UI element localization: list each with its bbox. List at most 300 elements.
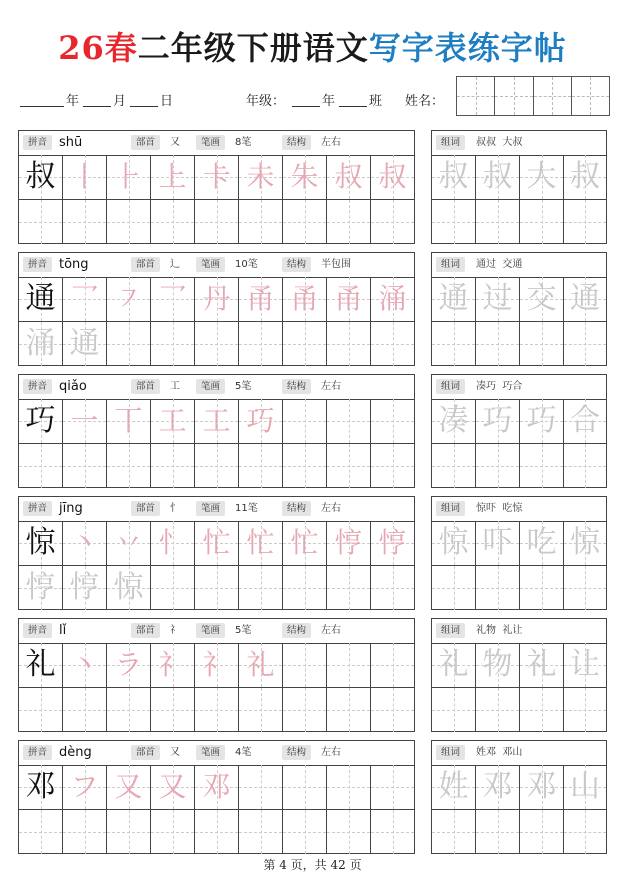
model-character: 礼 (25, 647, 56, 682)
word-cell[interactable] (564, 765, 606, 809)
writing-cell[interactable] (63, 521, 107, 565)
words-tag: 组词 (436, 501, 465, 516)
stroke-step: 乛 (70, 282, 99, 315)
char-block-header (19, 497, 414, 522)
writing-cell[interactable] (371, 643, 414, 687)
writing-cell[interactable] (19, 810, 63, 854)
writing-cell[interactable] (239, 688, 283, 732)
word-trace-character: 凑 (438, 403, 469, 438)
writing-cell[interactable] (327, 765, 371, 809)
year-blank[interactable] (20, 106, 64, 107)
word-cell[interactable] (476, 277, 520, 321)
writing-cell[interactable] (151, 155, 195, 199)
writing-cell[interactable] (107, 765, 151, 809)
writing-cell[interactable] (283, 399, 327, 443)
radical-tag: 部首 (131, 257, 160, 272)
word-block-header (432, 131, 606, 156)
writing-cell[interactable] (195, 444, 239, 488)
writing-cell[interactable] (63, 765, 107, 809)
word-cell[interactable] (520, 200, 564, 244)
word-cell[interactable] (476, 566, 520, 610)
strokes-tag: 笔画 (196, 623, 225, 638)
pinyin-tag: 拼音 (23, 379, 52, 394)
title-part-2: 二年级下册语文 (137, 29, 369, 67)
stroke-step: 叔 (378, 160, 407, 193)
word-cell[interactable] (564, 521, 606, 565)
word-cell[interactable] (564, 155, 606, 199)
char-block (18, 496, 415, 610)
words-tag: 组词 (436, 257, 465, 272)
writing-grid (19, 765, 414, 853)
stroke-step: 甬 (334, 282, 363, 315)
model-character: 巧 (25, 403, 56, 438)
writing-cell[interactable] (19, 322, 63, 366)
grid-row (432, 277, 606, 321)
writing-cell[interactable] (151, 322, 195, 366)
day-label: 日 (160, 94, 174, 109)
radical-tag: 部首 (131, 745, 160, 760)
writing-cell[interactable] (19, 277, 63, 321)
model-character: 惊 (25, 525, 56, 560)
word-cell[interactable] (520, 643, 564, 687)
stroke-step: ㇇ (114, 282, 143, 315)
word-cell[interactable] (564, 566, 606, 610)
word-cell[interactable] (564, 200, 606, 244)
writing-cell[interactable] (239, 399, 283, 443)
grid-row (19, 199, 414, 244)
word-trace-character: 礼 (438, 647, 469, 682)
writing-cell[interactable] (239, 155, 283, 199)
writing-cell[interactable] (151, 444, 195, 488)
char-block (18, 374, 415, 488)
stroke-step: 一 (70, 404, 99, 437)
writing-cell[interactable] (107, 688, 151, 732)
stroke-step: ⺊ (114, 160, 143, 193)
word-cell[interactable] (564, 810, 606, 854)
writing-cell[interactable] (195, 643, 239, 687)
writing-cell[interactable] (63, 444, 107, 488)
word-block (431, 374, 607, 488)
writing-cell[interactable] (63, 277, 107, 321)
writing-cell[interactable] (151, 399, 195, 443)
writing-cell[interactable] (63, 155, 107, 199)
radical-value: 辶 (170, 259, 180, 270)
writing-cell[interactable] (195, 521, 239, 565)
structure-value: 半包围 (321, 259, 351, 270)
writing-grid (19, 399, 414, 487)
writing-cell[interactable] (283, 521, 327, 565)
word-cell[interactable] (520, 688, 564, 732)
writing-cell[interactable] (195, 155, 239, 199)
trace-character: 悙 (25, 570, 56, 605)
writing-cell[interactable] (19, 521, 63, 565)
writing-cell[interactable] (63, 810, 107, 854)
grid-row (19, 809, 414, 854)
writing-cell[interactable] (19, 444, 63, 488)
writing-cell[interactable] (327, 322, 371, 366)
word-cell[interactable] (564, 277, 606, 321)
stroke-step: 悙 (378, 526, 407, 559)
word-trace-character: 叔 (438, 159, 469, 194)
structure-tag: 结构 (282, 623, 311, 638)
writing-cell[interactable] (63, 322, 107, 366)
radical-tag: 部首 (131, 379, 160, 394)
word-cell[interactable] (476, 200, 520, 244)
writing-cell[interactable] (371, 566, 414, 610)
word-cell[interactable] (432, 444, 476, 488)
writing-cell[interactable] (195, 810, 239, 854)
words-tag: 组词 (436, 135, 465, 150)
radical-tag: 部首 (131, 623, 160, 638)
stroke-step: 涌 (378, 282, 407, 315)
word-trace-character: 吃 (526, 525, 557, 560)
writing-cell[interactable] (327, 810, 371, 854)
strokes-value: 4笔 (235, 747, 252, 758)
structure-tag: 结构 (282, 501, 311, 516)
word-block-header (432, 619, 606, 644)
writing-cell[interactable] (19, 566, 63, 610)
words-value: 礼物 礼让 (476, 625, 523, 636)
word-trace-character: 惊 (570, 525, 600, 560)
writing-cell[interactable] (371, 688, 414, 732)
writing-cell[interactable] (195, 322, 239, 366)
month-blank[interactable] (83, 106, 111, 107)
structure-tag: 结构 (282, 257, 311, 272)
writing-cell[interactable] (327, 688, 371, 732)
word-grid (432, 277, 606, 365)
grid-row (432, 443, 606, 488)
structure-value: 左右 (321, 625, 341, 636)
word-cell[interactable] (520, 444, 564, 488)
writing-cell[interactable] (151, 521, 195, 565)
writing-cell[interactable] (151, 566, 195, 610)
word-trace-character: 通 (570, 281, 600, 316)
word-cell[interactable] (432, 155, 476, 199)
structure-value: 左右 (321, 747, 341, 758)
model-character: 邓 (25, 769, 56, 804)
grid-row (19, 321, 414, 366)
word-cell[interactable] (432, 810, 476, 854)
writing-cell[interactable] (107, 444, 151, 488)
writing-cell[interactable] (239, 444, 283, 488)
radical-tag: 部首 (131, 501, 160, 516)
word-trace-character: 山 (570, 769, 600, 804)
day-blank[interactable] (130, 106, 158, 107)
radical-value: 忄 (170, 503, 180, 514)
grid-row (432, 155, 606, 199)
writing-cell[interactable] (371, 444, 414, 488)
word-block (431, 496, 607, 610)
radical-value: 又 (170, 137, 180, 148)
page-title (0, 26, 625, 70)
writing-cell[interactable] (371, 277, 414, 321)
word-cell[interactable] (520, 277, 564, 321)
stroke-step: 又 (158, 770, 187, 803)
word-cell[interactable] (476, 521, 520, 565)
writing-cell[interactable] (63, 566, 107, 610)
pinyin-value: dèng (59, 745, 92, 760)
writing-cell[interactable] (195, 399, 239, 443)
word-cell[interactable] (432, 765, 476, 809)
writing-cell[interactable] (283, 444, 327, 488)
word-cell[interactable] (476, 155, 520, 199)
strokes-value: 11笔 (235, 503, 258, 514)
stroke-step: 丶 (70, 526, 99, 559)
stroke-step: 乛 (158, 282, 187, 315)
writing-cell[interactable] (327, 399, 371, 443)
pinyin-tag: 拼音 (23, 745, 52, 760)
word-cell[interactable] (432, 277, 476, 321)
word-block (431, 252, 607, 366)
word-grid (432, 765, 606, 853)
grid-row (432, 809, 606, 854)
writing-cell[interactable] (371, 810, 414, 854)
word-block-header (432, 253, 606, 278)
writing-cell[interactable] (327, 277, 371, 321)
stroke-step: 甬 (246, 282, 275, 315)
char-block (18, 252, 415, 366)
word-trace-character: 过 (482, 281, 513, 316)
pinyin-tag: 拼音 (23, 257, 52, 272)
words-value: 姓邓 邓山 (476, 747, 523, 758)
radical-value: 工 (170, 381, 180, 392)
strokes-tag: 笔画 (196, 745, 225, 760)
structure-tag: 结构 (282, 745, 311, 760)
writing-grid (19, 521, 414, 609)
grade-year-label: 年 (322, 94, 336, 109)
grid-row (19, 687, 414, 732)
writing-cell[interactable] (239, 765, 283, 809)
writing-cell[interactable] (283, 688, 327, 732)
word-trace-character: 合 (570, 403, 600, 438)
grid-row (19, 277, 414, 321)
word-trace-character: 交 (526, 281, 557, 316)
writing-cell[interactable] (107, 810, 151, 854)
char-block (18, 740, 415, 854)
grid-row (432, 565, 606, 610)
radical-tag: 部首 (131, 135, 160, 150)
word-cell[interactable] (432, 521, 476, 565)
writing-cell[interactable] (239, 277, 283, 321)
grid-row (432, 199, 606, 244)
word-cell[interactable] (520, 322, 564, 366)
stroke-step: 卡 (202, 160, 231, 193)
word-cell[interactable] (564, 643, 606, 687)
stroke-step: 叔 (334, 160, 363, 193)
trace-character: 涌 (25, 326, 56, 361)
writing-cell[interactable] (63, 688, 107, 732)
char-block (18, 130, 415, 244)
writing-cell[interactable] (19, 155, 63, 199)
writing-cell[interactable] (239, 566, 283, 610)
word-trace-character: 邓 (482, 769, 513, 804)
word-cell[interactable] (520, 810, 564, 854)
writing-cell[interactable] (151, 810, 195, 854)
writing-cell[interactable] (19, 688, 63, 732)
word-cell[interactable] (476, 322, 520, 366)
writing-cell[interactable] (107, 322, 151, 366)
stroke-step: 礼 (246, 648, 275, 681)
class-blank[interactable] (339, 106, 367, 107)
char-block-header (19, 619, 414, 644)
word-cell[interactable] (476, 643, 520, 687)
word-cell[interactable] (564, 444, 606, 488)
pinyin-value: jīng (59, 501, 83, 516)
writing-cell[interactable] (327, 200, 371, 244)
word-cell[interactable] (476, 810, 520, 854)
word-cell[interactable] (520, 765, 564, 809)
writing-cell[interactable] (195, 200, 239, 244)
words-value: 凑巧 巧合 (476, 381, 523, 392)
writing-cell[interactable] (151, 277, 195, 321)
writing-cell[interactable] (107, 155, 151, 199)
grid-row (19, 565, 414, 610)
grade-blank[interactable] (292, 106, 320, 107)
writing-cell[interactable] (19, 643, 63, 687)
writing-cell[interactable] (283, 155, 327, 199)
structure-tag: 结构 (282, 379, 311, 394)
writing-cell[interactable] (195, 566, 239, 610)
writing-cell[interactable] (371, 155, 414, 199)
writing-cell[interactable] (151, 200, 195, 244)
month-label: 月 (113, 94, 127, 109)
trace-character: 惊 (113, 570, 144, 605)
word-cell[interactable] (476, 399, 520, 443)
pinyin-tag: 拼音 (23, 135, 52, 150)
word-cell[interactable] (520, 566, 564, 610)
word-cell[interactable] (476, 444, 520, 488)
word-cell[interactable] (476, 688, 520, 732)
writing-cell[interactable] (371, 322, 414, 366)
writing-cell[interactable] (107, 643, 151, 687)
word-trace-character: 邓 (526, 769, 557, 804)
pinyin-value: lǐ (59, 623, 67, 638)
char-block (18, 618, 415, 732)
writing-cell[interactable] (283, 566, 327, 610)
structure-value: 左右 (321, 137, 341, 148)
radical-value: 又 (170, 747, 180, 758)
writing-cell[interactable] (19, 200, 63, 244)
stroke-step: 朱 (290, 160, 319, 193)
writing-cell[interactable] (283, 810, 327, 854)
writing-cell[interactable] (283, 765, 327, 809)
writing-cell[interactable] (327, 155, 371, 199)
writing-cell[interactable] (371, 521, 414, 565)
grid-row (432, 321, 606, 366)
stroke-step: 邓 (202, 770, 231, 803)
model-character: 叔 (25, 159, 56, 194)
word-trace-character: 姓 (438, 769, 469, 804)
word-cell[interactable] (520, 521, 564, 565)
stroke-step: 甬 (290, 282, 319, 315)
pinyin-tag: 拼音 (23, 501, 52, 516)
writing-cell[interactable] (151, 765, 195, 809)
word-cell[interactable] (564, 399, 606, 443)
word-trace-character: 礼 (526, 647, 557, 682)
writing-cell[interactable] (107, 399, 151, 443)
page-footer: 第 4 页，共 42 页 (263, 858, 362, 872)
word-trace-character: 物 (482, 647, 513, 682)
pinyin-value: qiǎo (59, 379, 87, 394)
writing-cell[interactable] (239, 643, 283, 687)
word-trace-character: 惊 (438, 525, 469, 560)
word-cell[interactable] (520, 155, 564, 199)
word-cell[interactable] (432, 200, 476, 244)
structure-tag: 结构 (282, 135, 311, 150)
word-cell[interactable] (432, 643, 476, 687)
writing-cell[interactable] (239, 322, 283, 366)
name-grid[interactable] (456, 76, 610, 116)
writing-cell[interactable] (283, 643, 327, 687)
writing-cell[interactable] (63, 643, 107, 687)
structure-value: 左右 (321, 503, 341, 514)
writing-cell[interactable] (63, 399, 107, 443)
writing-cell[interactable] (283, 322, 327, 366)
char-block-header (19, 375, 414, 400)
word-cell[interactable] (432, 566, 476, 610)
writing-cell[interactable] (239, 200, 283, 244)
writing-cell[interactable] (19, 399, 63, 443)
strokes-tag: 笔画 (196, 257, 225, 272)
grid-row (432, 765, 606, 809)
stroke-step: 工 (202, 404, 231, 437)
writing-cell[interactable] (19, 765, 63, 809)
writing-cell[interactable] (151, 643, 195, 687)
word-cell[interactable] (564, 688, 606, 732)
word-trace-character: 巧 (482, 403, 513, 438)
word-cell[interactable] (432, 688, 476, 732)
word-trace-character: 吓 (482, 525, 513, 560)
words-value: 惊吓 吃惊 (476, 503, 523, 514)
writing-cell[interactable] (151, 688, 195, 732)
writing-cell[interactable] (327, 566, 371, 610)
writing-cell[interactable] (371, 399, 414, 443)
word-cell[interactable] (476, 765, 520, 809)
writing-grid (19, 155, 414, 243)
writing-cell[interactable] (107, 200, 151, 244)
word-trace-character: 让 (570, 647, 600, 682)
writing-cell[interactable] (283, 277, 327, 321)
writing-cell[interactable] (371, 200, 414, 244)
writing-cell[interactable] (327, 643, 371, 687)
writing-cell[interactable] (195, 765, 239, 809)
writing-cell[interactable] (327, 521, 371, 565)
stroke-step: 上 (158, 160, 187, 193)
writing-cell[interactable] (63, 200, 107, 244)
strokes-tag: 笔画 (196, 501, 225, 516)
word-trace-character: 通 (438, 281, 469, 316)
writing-cell[interactable] (283, 200, 327, 244)
pinyin-value: tōng (59, 257, 89, 272)
writing-cell[interactable] (371, 765, 414, 809)
writing-cell[interactable] (327, 444, 371, 488)
word-cell[interactable] (520, 399, 564, 443)
writing-cell[interactable] (107, 521, 151, 565)
writing-cell[interactable] (195, 277, 239, 321)
word-cell[interactable] (432, 399, 476, 443)
writing-cell[interactable] (195, 688, 239, 732)
writing-cell[interactable] (239, 521, 283, 565)
word-trace-character: 叔 (570, 159, 600, 194)
stroke-step: 又 (114, 770, 143, 803)
writing-cell[interactable] (239, 810, 283, 854)
grid-row (19, 643, 414, 687)
writing-cell[interactable] (107, 566, 151, 610)
word-cell[interactable] (432, 322, 476, 366)
word-cell[interactable] (564, 322, 606, 366)
char-block-header (19, 741, 414, 766)
writing-cell[interactable] (107, 277, 151, 321)
